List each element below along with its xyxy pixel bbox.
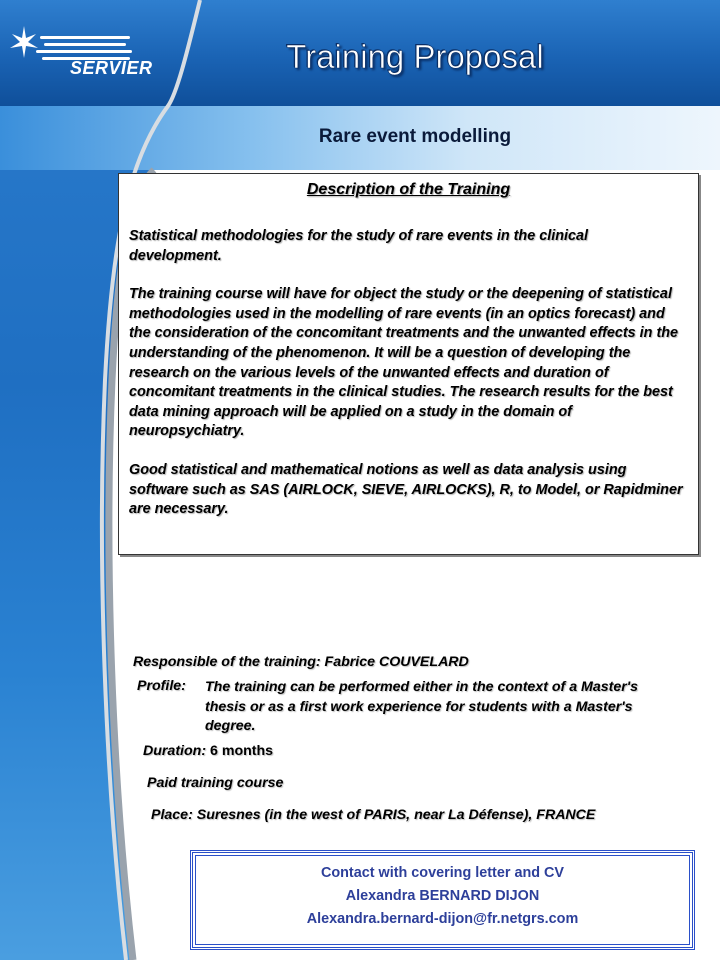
description-box bbox=[118, 173, 699, 555]
logo-text: SERVIER bbox=[70, 58, 153, 78]
duration-value: 6 months bbox=[210, 743, 274, 759]
description-paragraph: The training course will have for object the study or the deepening of statistical methodologies used in the modelling of rare events (in an optics forecast) and the consideration of the concomitant treatments and the unwanted effects in the understanding of the phenomenon. It will be a question of developing the research on the various levels of the unwanted effects and duration of concomitant treatments in the clinical studies. The research results for the best data mining approach will be applied on a study in the domain of neuropsychiatry. bbox=[129, 286, 679, 440]
page-subtitle: Rare event modelling bbox=[318, 126, 512, 147]
responsible-line: Responsible of the training: Fabrice COUVELARD bbox=[133, 654, 469, 670]
duration-label: Duration: bbox=[143, 743, 207, 759]
place-line: Place: Suresnes (in the west of PARIS, near La Défense), FRANCE bbox=[151, 807, 596, 823]
contact-box bbox=[190, 850, 695, 950]
description-paragraph: Statistical methodologies for the study of rare events in the clinical development. bbox=[129, 228, 589, 264]
paid-line: Paid training course bbox=[147, 775, 284, 791]
profile-label: Profile: bbox=[137, 678, 186, 694]
description-heading: Description of the Training bbox=[306, 181, 511, 198]
contact-name: Alexandra BERNARD DIJON bbox=[345, 888, 540, 904]
page-title: Training Proposal bbox=[286, 38, 544, 75]
duration-line bbox=[143, 743, 273, 759]
profile-text: The training can be performed either in the context of a Master's thesis or as a first work experience for students with a Master's degree. bbox=[205, 679, 639, 734]
contact-email[interactable]: Alexandra.bernard-dijon@fr.netgrs.com bbox=[306, 911, 579, 927]
description-paragraph: Good statistical and mathematical notions as well as data analysis using software such as SAS (AIRLOCK, SIEVE, AIRLOCKS), R, to Model, or Rapidminer are necessary. bbox=[129, 461, 683, 518]
contact-instruction: Contact with covering letter and CV bbox=[320, 865, 565, 881]
